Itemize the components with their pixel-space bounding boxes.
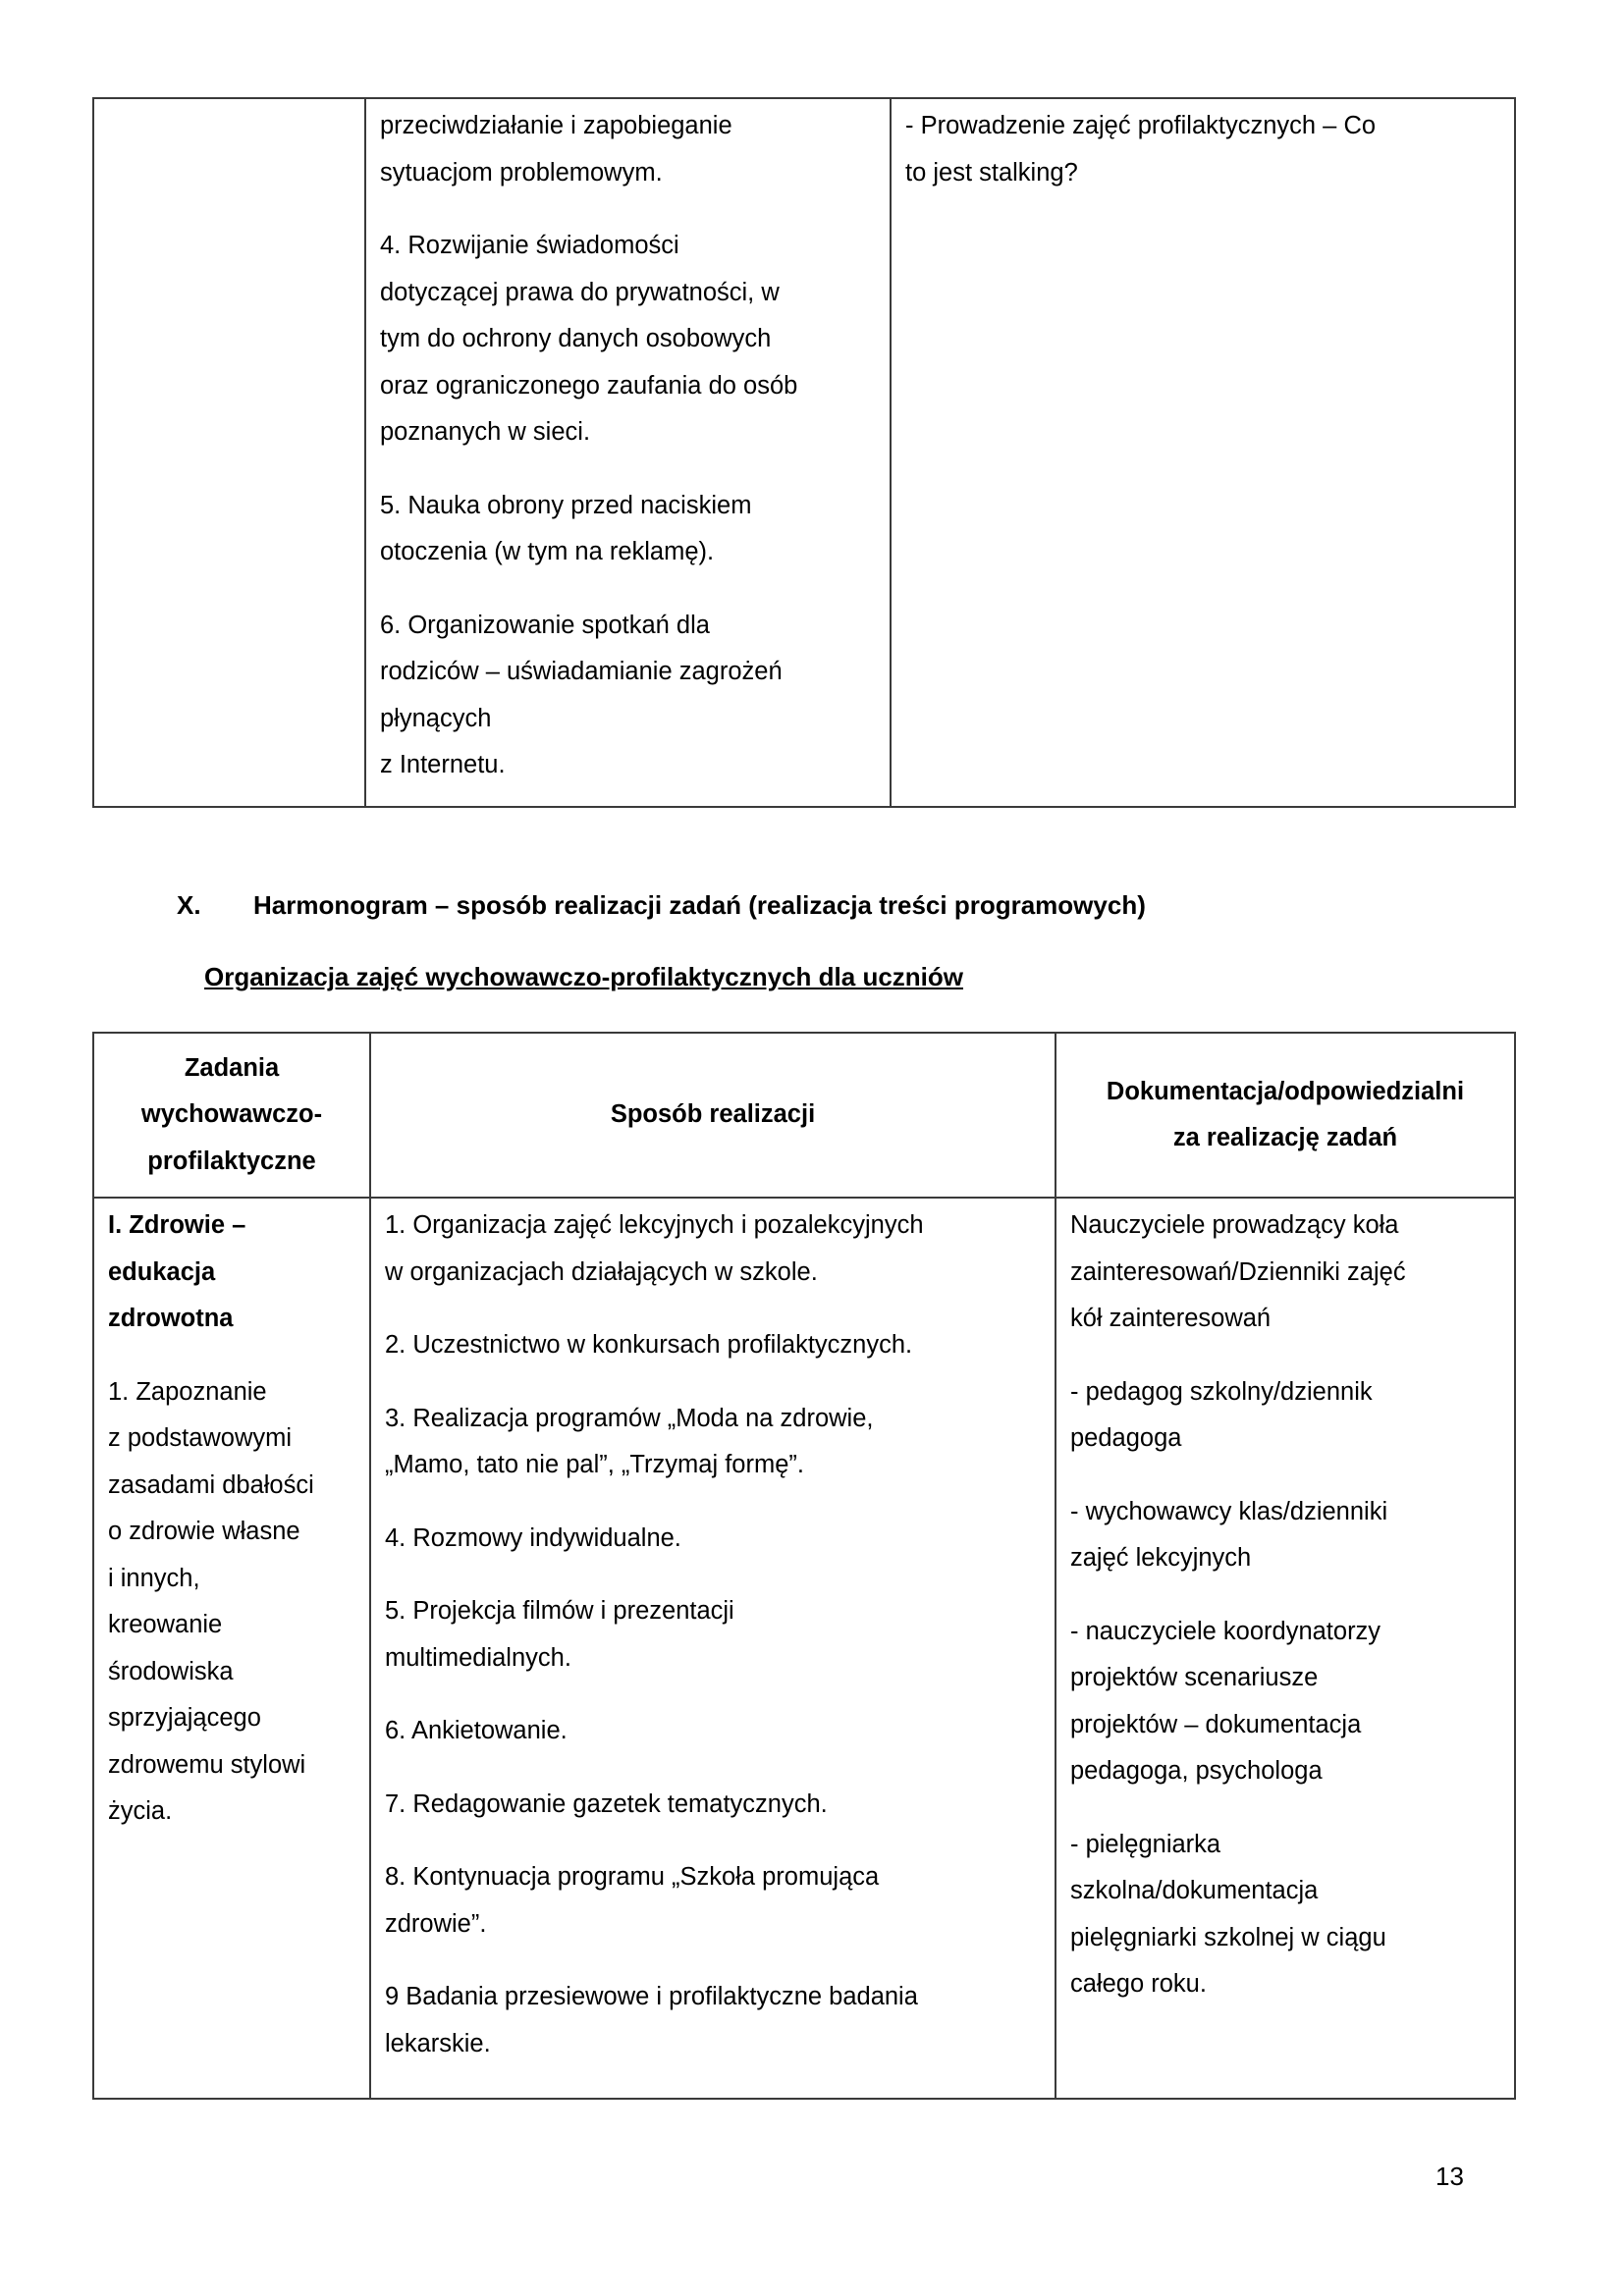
list-item: [385, 1322, 1041, 1369]
text-line: 8. Kontynuacja programu „Szkoła promująca: [385, 1863, 880, 1891]
text-line: 7. Redagowanie gazetek tematycznych.: [385, 1789, 828, 1818]
methods-cell: [370, 1198, 1056, 2099]
text-line: 9 Badania przesiewowe i profilaktyczne badania: [385, 1983, 918, 2010]
text-line: zdrowie”.: [385, 1909, 487, 1938]
section-title: Harmonogram – sposób realizacji zadań (realizacja treści programowych): [253, 890, 1146, 920]
text-line: otoczenia (w tym na reklamę).: [380, 538, 715, 565]
text-line: - pedagog szkolny/dziennik: [1070, 1377, 1373, 1406]
text-line: Nauczyciele prowadzący koła: [1070, 1211, 1399, 1239]
list-item: [1070, 1822, 1500, 2008]
section-subtitle: Organizacja zajęć wychowawczo-profilaktycznych dla uczniów: [204, 962, 963, 991]
list-item: [380, 483, 876, 576]
text-line: pedagoga, psychologa: [1070, 1757, 1323, 1785]
text-line: oraz ograniczonego zaufania do osób: [380, 371, 798, 400]
text-line: płynących: [380, 704, 492, 732]
page-number: 13: [1435, 2162, 1464, 2191]
text-line: 3. Realizacja programów „Moda na zdrowie,: [385, 1404, 874, 1432]
text-line: lekarskie.: [385, 2029, 491, 2057]
text-line: - wychowawcy klas/dzienniki: [1070, 1497, 1388, 1525]
header-documentation: [1056, 1033, 1515, 1198]
task-cell: [93, 1198, 370, 2099]
text-line: dotyczącej prawa do prywatności, w: [380, 278, 780, 306]
schedule-table: [92, 1032, 1516, 2100]
text-line: pedagoga: [1070, 1424, 1182, 1452]
text-line: 1. Organizacja zajęć lekcyjnych i pozalekcyjnych: [385, 1211, 924, 1239]
text-line: - pielęgniarka: [1070, 1830, 1221, 1858]
table-header-row: [93, 1033, 1515, 1198]
text-line: wychowawczo-: [140, 1100, 323, 1129]
list-item: [1070, 1489, 1500, 1582]
text-line: profilaktyczne: [147, 1147, 316, 1175]
text-line: całego roku.: [1070, 1970, 1207, 1998]
header-tasks: [93, 1033, 370, 1198]
list-item: [1070, 1609, 1500, 1795]
text-line: projektów scenariusze: [1070, 1664, 1319, 1691]
text-line: kół zainteresowań: [1070, 1305, 1272, 1332]
list-item: [385, 1396, 1041, 1489]
section-heading: [177, 885, 1146, 925]
documentation-cell: [1056, 1198, 1515, 2099]
text-line: zainteresowań/Dzienniki zajęć: [1070, 1257, 1406, 1286]
text-line: - Prowadzenie zajęć profilaktycznych – Co: [905, 112, 1377, 139]
list-item: [1070, 1202, 1500, 1343]
list-item: [385, 1854, 1041, 1948]
text-line: przeciwdziałanie i zapobieganie: [380, 112, 732, 139]
text-line: projektów – dokumentacja: [1070, 1710, 1362, 1738]
list-item: [385, 1516, 1041, 1563]
text-line: z podstawowymi: [108, 1424, 293, 1452]
task-description: [108, 1369, 355, 1836]
text-line: za realizację zadań: [1172, 1124, 1398, 1151]
text-line: 2. Uczestnictwo w konkursach profilaktycznych.: [385, 1331, 913, 1359]
text-line: 4. Rozwijanie świadomości: [380, 232, 679, 259]
text-line: 1. Zapoznanie: [108, 1377, 267, 1406]
list-item: [1070, 1369, 1500, 1463]
table-row: [93, 1198, 1515, 2099]
text-line: Dokumentacja/odpowiedzialni: [1106, 1077, 1465, 1105]
list-item: [380, 223, 876, 456]
text-line: - nauczyciele koordynatorzy: [1070, 1617, 1381, 1645]
text-line: „Mamo, tato nie pal”, „Trzymaj formę”.: [385, 1451, 804, 1478]
methods-cell: [365, 98, 891, 807]
text-line: zdrowemu stylowi: [108, 1750, 306, 1779]
list-item: [385, 1708, 1041, 1755]
text-line: sprzyjającego: [108, 1704, 261, 1732]
list-item: [385, 1974, 1041, 2067]
text-line: kreowanie: [108, 1611, 223, 1638]
text-line: zajęć lekcyjnych: [1070, 1544, 1252, 1572]
list-item: [380, 603, 876, 789]
text-line: rodziców – uświadamianie zagrożeń: [380, 658, 783, 685]
list-item: [380, 103, 876, 196]
section-number: X.: [177, 890, 201, 920]
text-line: multimedialnych.: [385, 1643, 571, 1672]
task-cell-empty: [93, 98, 365, 807]
text-line: środowiska: [108, 1657, 234, 1685]
documentation-cell: [891, 98, 1515, 807]
text-line: pielęgniarki szkolnej w ciągu: [1070, 1923, 1386, 1951]
text-line: zdrowotna: [108, 1305, 234, 1332]
text-line: 5. Projekcja filmów i prezentacji: [385, 1597, 734, 1625]
text-line: i innych,: [108, 1564, 200, 1592]
text-line: w organizacjach działających w szkole.: [385, 1257, 818, 1286]
text-line: 6. Ankietowanie.: [385, 1717, 568, 1744]
text-line: życia.: [108, 1797, 173, 1825]
text-line: edukacja: [108, 1257, 216, 1286]
text-line: szkolna/dokumentacja: [1070, 1877, 1319, 1904]
text-line: Sposób realizacji: [610, 1100, 816, 1129]
table-row: [93, 98, 1515, 807]
text-line: poznanych w sieci.: [380, 418, 591, 446]
header-methods: [370, 1033, 1056, 1198]
text-line: o zdrowie własne: [108, 1518, 300, 1545]
text-line: I. Zdrowie –: [108, 1211, 246, 1239]
text-line: to jest stalking?: [905, 158, 1078, 187]
text-line: 4. Rozmowy indywidualne.: [385, 1523, 681, 1552]
list-item: [385, 1588, 1041, 1682]
list-item: [905, 103, 1500, 196]
continuation-table: [92, 97, 1516, 808]
text-line: tym do ochrony danych osobowych: [380, 325, 772, 352]
text-line: z Internetu.: [380, 751, 506, 778]
text-line: zasadami dbałości: [108, 1470, 314, 1499]
list-item: [385, 1202, 1041, 1296]
text-line: sytuacjom problemowym.: [380, 158, 663, 187]
text-line: Zadania: [184, 1053, 280, 1082]
text-line: 5. Nauka obrony przed naciskiem: [380, 491, 752, 519]
task-title: [108, 1202, 355, 1343]
list-item: [385, 1782, 1041, 1829]
text-line: 6. Organizowanie spotkań dla: [380, 611, 710, 639]
